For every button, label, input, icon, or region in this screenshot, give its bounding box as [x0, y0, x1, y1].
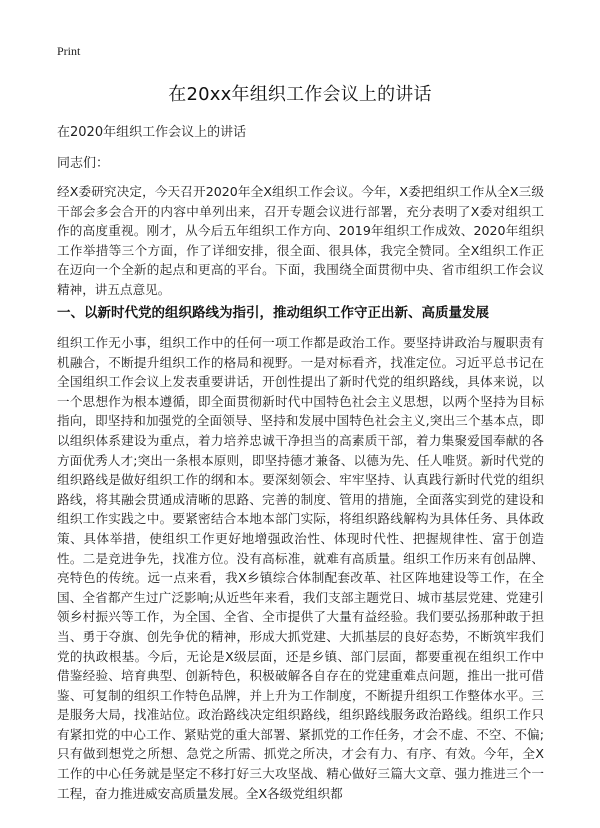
section-heading-1: 一、以新时代党的组织路线为指引，推动组织工作守正出新、高质量发展 — [57, 305, 489, 321]
document-subtitle: 在2020年组织工作会议上的讲话 — [57, 125, 247, 140]
intro-paragraph: 经X委研究决定，今天召开2020年全X组织工作会议。今年，X委把组织工作从全X三级干部会多会合开的内容中单列出来，召开专题会议进行部署，充分表明了X委对组织工作的高度重视。刚才，从今后五年组织工作方向、2019年组织工作成效、2020年组织工作举措等三个方面，作了详细安排，很全面、很具体，我完全赞同。全X组织工作正在迈向一个全新的起点和更高的平台。下面，我围绕全面贯彻中央、省市组织工作会议精神，讲五点意见。 — [57, 184, 544, 297]
print-link[interactable]: Print — [57, 44, 81, 58]
page-title: 在20xx年组织工作会议上的讲话 — [168, 84, 432, 105]
salutation: 同志们： — [57, 156, 110, 171]
section-1-paragraph: 组织工作无小事，组织工作中的任何一项工作都是政治工作。要坚持讲政治与履职责有机融合，不断提升组织工作的格局和视野。一是对标看齐，找准定位。习近平总书记在全国组织工作会议上发表重要讲话，开创性提出了新时代党的组织路线，具体来说，以一个思想作为根本遵循，即全面贯彻新时代中国特色社会主义思想，以两个坚持为目标指向，即坚持和加强党的全面领导、坚持和发展中国特色社会主义,突出三个基本点，即以组织体系建设为重点，着力培养忠诚干净担当的高素质干部，着力集聚爱国奉献的各方面优秀人才;突出一条根本原则，即坚持德才兼备、以德为先、任人唯贤。新时代党的组织路线是做好组织工作的纲和本。要深刻领会、牢牢坚持、认真践行新时代党的组织路线，将其融会贯通成清晰的思路、完善的制度、管用的措施，全面落实到党的建设和组织工作实践之中。要紧密结合本地本部门实际，将组织路线解构为具体任务、具体政策、具体举措，使组织工作更好地增强政治性、体现时代性、把握规律性、富于创造性。二是竞进争先，找准方位。没有高标准，就难有高质量。组织工作历来有创品牌、亮特色的传统。远一点来看，我X乡镇综合体制配套改革、社区阵地建设等工作，在全国、全省都产生过广泛影响;从近些年来看，我们支部主题党日、城市基层党建、党建引领乡村振兴等工作，为全国、全省、全市提供了大量有益经验。我们要弘扬那种敢于担当、勇于夺旗、创先争优的精神，形成大抓党建、大抓基层的良好态势，不断筑牢我们党的执政根基。今后，无论是X级层面，还是乡镇、部门层面，都要重视在组织工作中借鉴经验、培育典型、创新特色，积极破解各自存在的党建重难点问题，推出一批可借鉴、可复制的组织工作特色品牌，并上升为工作制度，不断提升组织工作整体水平。三是服务大局，找准站位。政治路线决定组织路线，组织路线服务政治路线。组织工作只有紧扣党的中心工作、紧贴党的重大部署、紧抓党的工作任务，才会不虚、不空、不偏;只有做到想党之所想、急党之所需、抓党之所决，才会有力、有序、有效。今年，全X工作的中心任务就是坚定不移打好三大攻坚战、精心做好三篇大文章、强力推进三个一工程，奋力推进威安高质量发展。全X各级党组织都 — [57, 335, 544, 801]
